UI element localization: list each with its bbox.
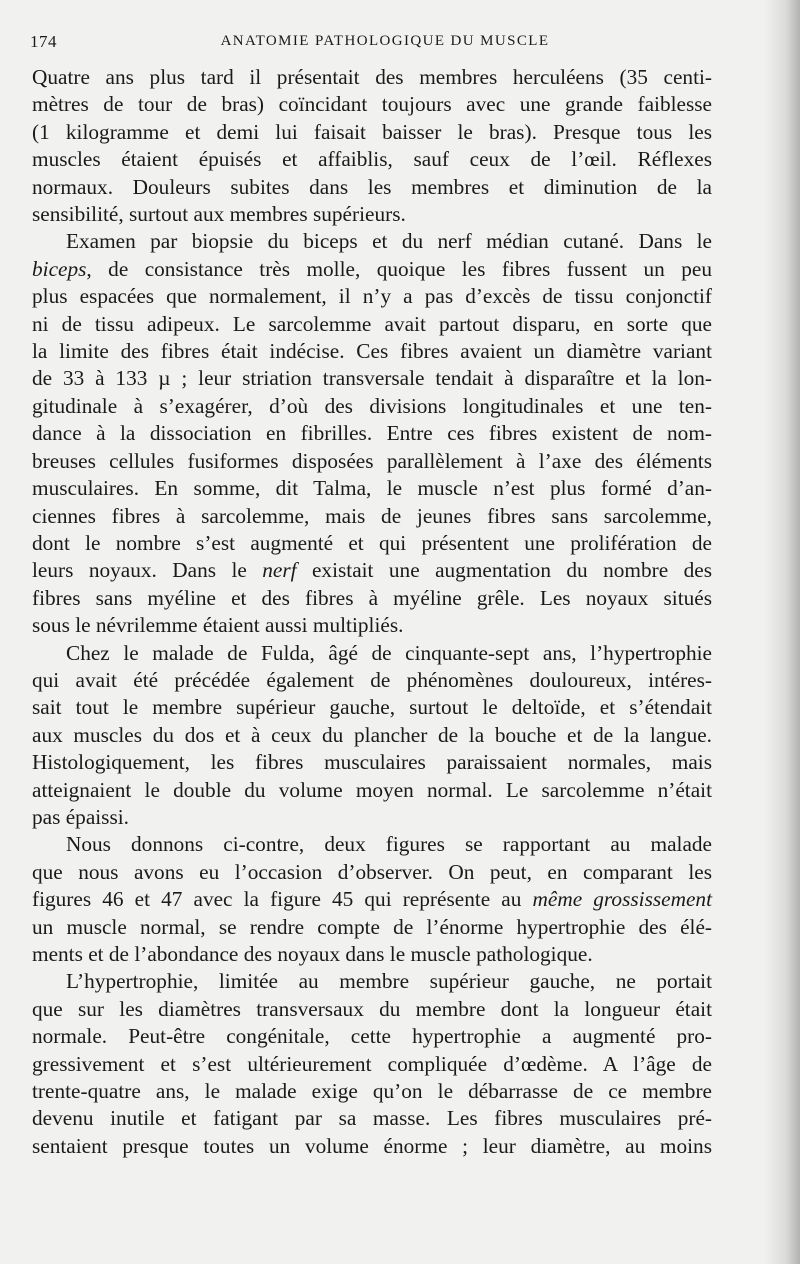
- text-line: mètres de tour de bras) coïncidant toujours avec une grande faiblesse: [32, 92, 712, 117]
- text-line: qui avait été précédée également de phénomènes douloureux, intéres-: [32, 667, 712, 692]
- body-text: [32, 64, 712, 1160]
- paragraph: [32, 640, 712, 832]
- text-line: biceps, de consistance très molle, quoique les fibres fussent un peu: [32, 256, 712, 281]
- paragraph: [32, 831, 712, 968]
- text-line: dont le nombre s’est augmenté et qui présentent une prolifération de: [32, 530, 712, 555]
- text-line: que nous avons eu l’occasion d’observer. On peut, en comparant les: [32, 859, 712, 884]
- text-line: dance à la dissociation en fibrilles. Entre ces fibres existent de nom-: [32, 421, 712, 446]
- text-line: sentaient presque toutes un volume énorme ; leur diamètre, au moins: [32, 1133, 712, 1158]
- paragraph: [32, 968, 712, 1160]
- text-line: sait tout le membre supérieur gauche, surtout le deltoïde, et s’étendait: [32, 695, 712, 720]
- text-line: Examen par biopsie du biceps et du nerf médian cutané. Dans le: [66, 229, 712, 254]
- paragraph: [32, 228, 712, 639]
- text-line: (1 kilogramme et demi lui faisait baisser le bras). Presque tous les: [32, 119, 712, 144]
- text-line: trente-quatre ans, le malade exige qu’on le débarrasse de ce membre: [32, 1079, 712, 1104]
- text-line: aux muscles du dos et à ceux du plancher de la bouche et de la langue.: [32, 722, 712, 747]
- text-line: ciennes fibres à sarcolemme, mais de jeunes fibres sans sarcolemme,: [32, 503, 712, 528]
- text-line: la limite des fibres était indécise. Ces fibres avaient un diamètre variant: [32, 339, 712, 364]
- text-line: devenu inutile et fatigant par sa masse. Les fibres musculaires pré-: [32, 1106, 712, 1131]
- text-line: sensibilité, surtout aux membres supérieurs.: [32, 202, 406, 227]
- text-line: leurs noyaux. Dans le nerf existait une augmentation du nombre des: [32, 558, 712, 583]
- page-binding-shadow: [764, 0, 800, 1264]
- text-line: breuses cellules fusiformes disposées parallèlement à l’axe des éléments: [32, 448, 712, 473]
- text-line: gitudinale à s’exagérer, d’où des divisions longitudinales et une ten-: [32, 393, 712, 418]
- page-header: [30, 30, 740, 58]
- text-line: Nous donnons ci-contre, deux figures se rapportant au malade: [66, 832, 712, 857]
- text-line: musculaires. En somme, dit Talma, le muscle n’est plus formé d’an-: [32, 476, 712, 501]
- text-line: normaux. Douleurs subites dans les membres et diminution de la: [32, 174, 712, 199]
- text-line: ni de tissu adipeux. Le sarcolemme avait partout disparu, en sorte que: [32, 311, 712, 336]
- text-line: Quatre ans plus tard il présentait des membres herculéens (35 centi-: [32, 65, 712, 89]
- text-line: Chez le malade de Fulda, âgé de cinquante-sept ans, l’hypertrophie: [66, 640, 712, 665]
- text-line: plus espacées que normalement, il n’y a pas d’excès de tissu conjonctif: [32, 284, 712, 309]
- text-line: muscles étaient épuisés et affaiblis, sauf ceux de l’œil. Réflexes: [32, 147, 712, 172]
- paragraph: [32, 64, 712, 228]
- page-number: 174: [30, 32, 57, 51]
- text-line: L’hypertrophie, limitée au membre supérieur gauche, ne portait: [66, 969, 712, 994]
- text-line: pas épaissi.: [32, 804, 130, 829]
- text-line: ments et de l’abondance des noyaux dans le muscle pathologique.: [32, 942, 593, 966]
- text-line: normale. Peut-être congénitale, cette hypertrophie a augmenté pro-: [32, 1024, 712, 1049]
- text-line: que sur les diamètres transversaux du membre dont la longueur était: [32, 996, 712, 1021]
- text-line: atteignaient le double du volume moyen normal. Le sarcolemme n’était: [32, 777, 712, 802]
- text-line: fibres sans myéline et des fibres à myéline grêle. Les noyaux situés: [32, 585, 712, 610]
- running-title: ANATOMIE PATHOLOGIQUE DU MUSCLE: [220, 33, 550, 49]
- text-line: gressivement et s’est ultérieurement compliquée d’œdème. A l’âge de: [32, 1051, 712, 1076]
- text-line: un muscle normal, se rendre compte de l’énorme hypertrophie des élé-: [32, 914, 712, 939]
- text-line: Histologiquement, les fibres musculaires paraissaient normales, mais: [32, 750, 712, 775]
- text-line: figures 46 et 47 avec la figure 45 qui représente au même grossissement: [32, 887, 712, 912]
- text-line: de 33 à 133 µ ; leur striation transversale tendait à disparaître et la lon-: [32, 366, 712, 391]
- text-line: sous le névrilemme étaient aussi multipliés.: [32, 613, 404, 638]
